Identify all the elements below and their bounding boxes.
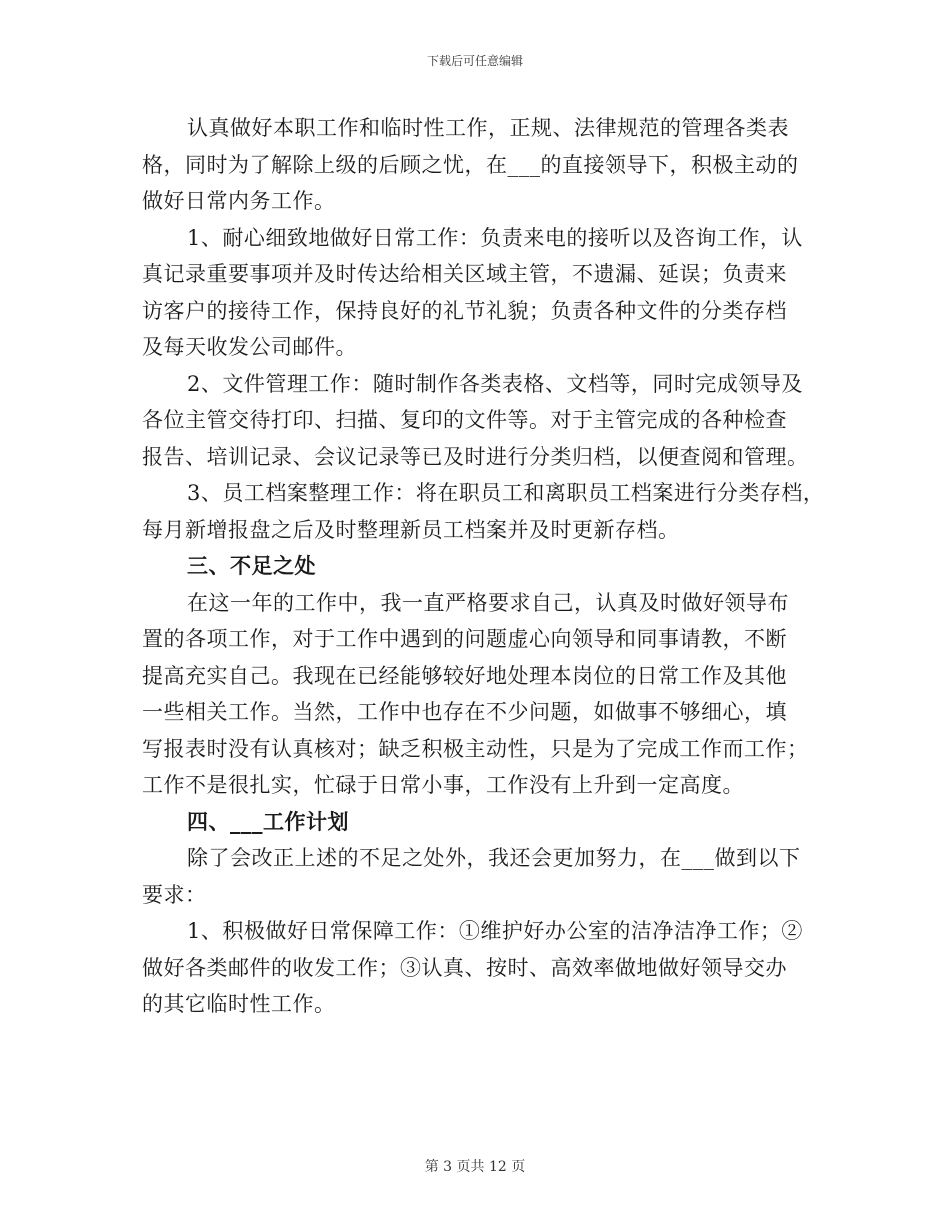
page-header: 下载后可任意编辑 <box>426 54 523 68</box>
text-line: 格，同时为了解除上级的后顾之忧，在___的直接领导下，积极主动的 <box>142 152 799 177</box>
text-line: 每月新增报盘之后及时整理新员工档案并及时更新存档。 <box>142 517 680 542</box>
text-line: 各位主管交待打印、扫描、复印的文件等。对于主管完成的各种检查 <box>142 408 787 432</box>
text-line: 一些相关工作。当然，工作中也存在不少问题，如做事不够细心，填 <box>142 700 787 724</box>
text-line: 认真做好本职工作和临时性工作，正规、法律规范的管理各类表 <box>187 116 789 140</box>
text-line: 提高充实自己。我现在已经能够较好地处理本岗位的日常工作及其他 <box>142 663 787 688</box>
text-line: 除了会改正上述的不足之处外，我还会更加努力，在___做到以下 <box>187 846 801 870</box>
text-line: 做好日常内务工作。 <box>142 189 336 213</box>
text-line: 做好各类邮件的收发工作；③认真、按时、高效率做地做好领导交办 <box>142 955 787 980</box>
text-line: 要求： <box>142 882 207 907</box>
text-line: 写报表时没有认真核对；缺乏积极主动性，只是为了完成工作而工作； <box>142 736 809 761</box>
text-line: 工作不是很扎实，忙碌于日常小事，工作没有上升到一定高度。 <box>142 773 744 797</box>
text-line: 1、积极做好日常保障工作：①维护好办公室的洁净洁净工作；② <box>187 919 803 943</box>
text-line: 2、文件管理工作：随时制作各类表格、文档等，同时完成领导及 <box>187 371 803 396</box>
text-line: 置的各项工作，对于工作中遇到的问题虚心向领导和同事请教，不断 <box>142 627 787 651</box>
text-line: 在这一年的工作中，我一直严格要求自己，认真及时做好领导布 <box>187 590 789 615</box>
text-line: 1、耐心细致地做好日常工作：负责来电的接听以及咨询工作，认 <box>187 225 803 250</box>
text-line: 真记录重要事项并及时传达给相关区域主管，不遗漏、延误；负责来 <box>142 262 787 286</box>
text-line: 及每天收发公司邮件。 <box>142 335 357 359</box>
section-heading: 三、不足之处 <box>187 553 316 578</box>
text-line: 访客户的接待工作，保持良好的礼节礼貌；负责各种文件的分类存档 <box>142 298 787 323</box>
text-line: 的其它临时性工作。 <box>142 992 336 1016</box>
text-line: 报告、培训记录、会议记录等已及时进行分类归档，以便查阅和管理。 <box>142 444 809 469</box>
page-footer: 第 3 页共 12 页 <box>424 1159 526 1175</box>
section-heading: 四、___工作计划 <box>187 808 349 834</box>
text-line: 3、员工档案整理工作：将在职员工和离职员工档案进行分类存档， <box>187 481 825 505</box>
document-body <box>142 110 825 1023</box>
